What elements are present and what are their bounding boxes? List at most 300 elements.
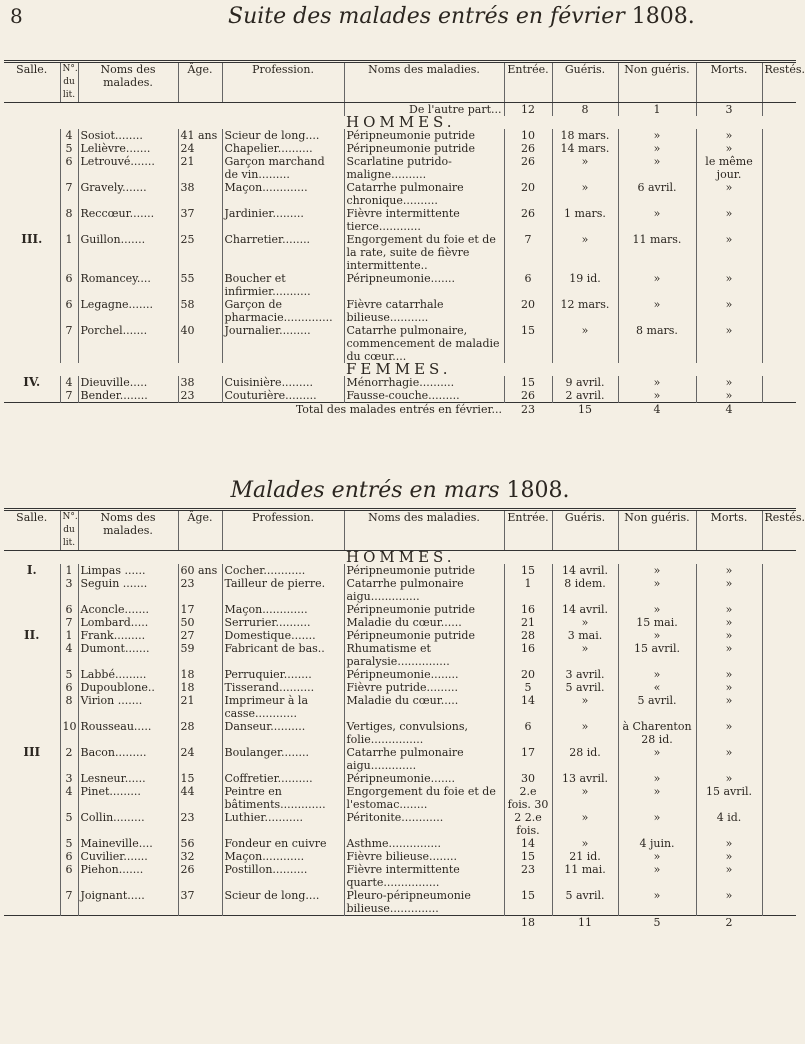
disease-cell: Asthme............... [344,837,504,850]
entry-cell: 26 [504,207,552,233]
group-heading-men-label: HOMMES. [346,113,456,131]
profession-cell: Coffretier.......... [222,772,344,785]
deaths-cell: » [696,233,762,272]
profession-cell: Garçon de pharmacie.............. [222,298,344,324]
salle-cell [4,324,60,363]
remaining-cell [762,233,796,272]
cured-cell: » [552,324,618,363]
disease-cell: Fièvre putride......... [344,681,504,694]
age-cell: 23 [178,577,222,603]
carry-not-cured: 1 [618,103,696,117]
entry-cell: 2.e fois. 30 [504,785,552,811]
lit-cell: 6 [60,272,78,298]
not-cured-cell: » [618,155,696,181]
age-cell: 38 [178,181,222,207]
not-cured-cell: » [618,272,696,298]
salle-cell [4,720,60,746]
salle-cell: II. [24,628,40,642]
not-cured-cell: » [618,564,696,577]
deaths-cell: » [696,850,762,863]
carry-entry: 12 [504,103,552,117]
col-non-gueris: Non guéris. [618,510,696,551]
name-cell: Sosiot........ [78,129,178,142]
cured-cell: 5 avril. [552,889,618,916]
remaining-cell [762,850,796,863]
not-cured-cell: » [618,129,696,142]
entry-cell: 15 [504,376,552,389]
disease-cell: Vertiges, convulsions, folie............... [344,720,504,746]
salle-cell [4,603,60,616]
cured-cell: 2 avril. [552,389,618,403]
salle-cell [4,129,60,142]
not-cured-cell: 15 avril. [618,642,696,668]
remaining-cell [762,616,796,629]
total-deaths: 2 [696,916,762,930]
not-cured-cell: » [618,668,696,681]
deaths-cell: 4 id. [696,811,762,837]
age-cell: 60 ans [178,564,222,577]
name-cell: Frank......... [78,629,178,642]
lit-cell: 5 [60,668,78,681]
salle-cell [4,642,60,668]
profession-cell: Postillon.......... [222,863,344,889]
age-cell: 37 [178,207,222,233]
deaths-cell: 15 avril. [696,785,762,811]
entry-cell: 20 [504,181,552,207]
salle-cell [4,389,60,403]
table-row [4,376,796,389]
lit-cell: 4 [60,376,78,389]
table-row [4,142,796,155]
disease-cell: Scarlatine putrido-maligne.......... [344,155,504,181]
age-cell: 32 [178,850,222,863]
salle-cell [4,668,60,681]
disease-cell: Pleuro-péripneumonie bilieuse.............. [344,889,504,916]
deaths-cell: le même jour. [696,155,762,181]
salle-cell [4,155,60,181]
age-cell: 50 [178,616,222,629]
deaths-cell: » [696,207,762,233]
not-cured-cell: » [618,863,696,889]
remaining-cell [762,577,796,603]
lit-cell: 4 [60,785,78,811]
table-row [4,233,796,272]
table-row [4,324,796,363]
age-cell: 15 [178,772,222,785]
cured-cell: » [552,720,618,746]
name-cell: Rousseau..... [78,720,178,746]
group-heading-men [4,551,796,565]
lit-cell: 7 [60,181,78,207]
deaths-cell: » [696,142,762,155]
deaths-cell: » [696,181,762,207]
lit-cell: 7 [60,324,78,363]
remaining-cell [762,772,796,785]
profession-cell: Jardinier......... [222,207,344,233]
not-cured-cell: à Charenton 28 id. [618,720,696,746]
profession-cell: Scieur de long.... [222,129,344,142]
age-cell: 18 [178,668,222,681]
col-salle: Salle. [4,62,60,103]
col-lit: N°. du lit. [60,510,78,551]
col-restes: Restés. [762,510,796,551]
cured-cell: 19 id. [552,272,618,298]
table-header-row [4,510,796,551]
deaths-cell: » [696,564,762,577]
disease-cell: Péripneumonie....... [344,272,504,298]
carry-label: De l'autre part... [344,103,504,117]
total-cured: 15 [552,403,618,417]
salle-cell [4,577,60,603]
not-cured-cell: » [618,142,696,155]
profession-cell: Fondeur en cuivre [222,837,344,850]
cured-cell: 3 mai. [552,629,618,642]
table-row [4,272,796,298]
profession-cell: Peintre en bâtiments............. [222,785,344,811]
table-row [4,155,796,181]
disease-cell: Ménorrhagie.......... [344,376,504,389]
remaining-cell [762,129,796,142]
not-cured-cell: » [618,389,696,403]
table-row [4,811,796,837]
name-cell: Reccœur....... [78,207,178,233]
table-row [4,694,796,720]
disease-cell: Maladie du cœur..... [344,694,504,720]
table-row [4,837,796,850]
march-register-table [4,508,805,929]
name-cell: Dumont....... [78,642,178,668]
total-label: Total des malades entrés en février... [4,403,504,417]
remaining-cell [762,889,796,916]
disease-cell: Péripneumonie putride [344,629,504,642]
lit-cell: 6 [60,298,78,324]
profession-cell: Luthier........... [222,811,344,837]
name-cell: Porchel....... [78,324,178,363]
disease-cell: Rhumatisme et paralysie............... [344,642,504,668]
name-cell: Romancey.... [78,272,178,298]
remaining-cell [762,155,796,181]
age-cell: 28 [178,720,222,746]
total-row [4,916,796,930]
remaining-cell [762,668,796,681]
deaths-cell: » [696,376,762,389]
cured-cell: 8 idem. [552,577,618,603]
disease-cell: Fièvre intermittente quarte................ [344,863,504,889]
deaths-cell: » [696,681,762,694]
table-row [4,681,796,694]
remaining-cell [762,785,796,811]
cured-cell: 5 avril. [552,681,618,694]
disease-cell: Fièvre bilieuse........ [344,850,504,863]
col-entree: Entrée. [504,510,552,551]
not-cured-cell: » [618,772,696,785]
entry-cell: 28 [504,629,552,642]
deaths-cell: » [696,720,762,746]
age-cell: 44 [178,785,222,811]
profession-cell: Chapelier.......... [222,142,344,155]
col-morts: Morts. [696,62,762,103]
profession-cell: Journalier......... [222,324,344,363]
salle-cell [4,272,60,298]
lit-cell: 4 [60,642,78,668]
table-row [4,298,796,324]
lit-cell: 1 [60,233,78,272]
not-cured-cell: 15 mai. [618,616,696,629]
table-row [4,746,796,772]
remaining-cell [762,207,796,233]
deaths-cell: » [696,837,762,850]
profession-cell: Danseur.......... [222,720,344,746]
disease-cell: Fièvre catarrhale bilieuse........... [344,298,504,324]
disease-cell: Péripneumonie putride [344,603,504,616]
carry-cured: 8 [552,103,618,117]
disease-cell: Catarrhe pulmonaire chronique.......... [344,181,504,207]
salle-cell [4,889,60,916]
profession-cell: Garçon marchand de vin......... [222,155,344,181]
lit-cell: 2 [60,746,78,772]
entry-cell: 16 [504,642,552,668]
name-cell: Seguin ....... [78,577,178,603]
total-label [4,916,504,930]
not-cured-cell: » [618,889,696,916]
name-cell: Dupoublone.. [78,681,178,694]
profession-cell: Charretier........ [222,233,344,272]
lit-cell: 8 [60,207,78,233]
profession-cell: Couturière......... [222,389,344,403]
profession-cell: Boulanger........ [222,746,344,772]
profession-cell: Tailleur de pierre. [222,577,344,603]
table-row [4,207,796,233]
remaining-cell [762,837,796,850]
col-restes: Restés. [762,62,796,103]
profession-cell: Maçon............. [222,603,344,616]
lit-cell: 6 [60,681,78,694]
cured-cell: 12 mars. [552,298,618,324]
entry-cell: 14 [504,694,552,720]
lit-cell: 6 [60,863,78,889]
remaining-cell [762,811,796,837]
disease-cell: Catarrhe pulmonaire, commencement de maladie du cœur.... [344,324,504,363]
running-title [228,4,695,29]
group-heading-women-label: FEMMES. [346,360,452,378]
lit-cell: 6 [60,155,78,181]
col-entree: Entrée. [504,62,552,103]
disease-cell: Péritonite............ [344,811,504,837]
cured-cell: 14 mars. [552,142,618,155]
total-cured: 11 [552,916,618,930]
salle-cell [4,772,60,785]
entry-cell: 17 [504,746,552,772]
remaining-cell [762,324,796,363]
table-row [4,577,796,603]
disease-cell: Péripneumonie....... [344,772,504,785]
profession-cell: Tisserand.......... [222,681,344,694]
name-cell: Joignant..... [78,889,178,916]
disease-cell: Fièvre intermittente tierce............ [344,207,504,233]
table-row [4,603,796,616]
cured-cell: » [552,811,618,837]
table-row [4,181,796,207]
profession-cell: Serrurier.......... [222,616,344,629]
disease-cell: Engorgement du foie et de la rate, suite de fièvre intermittente.. [344,233,504,272]
age-cell: 38 [178,376,222,389]
cured-cell: 11 mai. [552,863,618,889]
age-cell: 21 [178,155,222,181]
entry-cell: 5 [504,681,552,694]
total-entry: 18 [504,916,552,930]
table-header-row [4,62,796,103]
entry-cell: 20 [504,668,552,681]
salle-cell [4,181,60,207]
salle-cell [4,811,60,837]
profession-cell: Scieur de long.... [222,889,344,916]
salle-cell: IV. [23,375,41,389]
remaining-cell [762,863,796,889]
not-cured-cell: « [618,681,696,694]
name-cell: Bacon......... [78,746,178,772]
not-cured-cell: 4 juin. [618,837,696,850]
not-cured-cell: » [618,298,696,324]
deaths-cell: » [696,694,762,720]
deaths-cell: » [696,272,762,298]
remaining-cell [762,376,796,389]
running-title-year: 1808. [631,4,695,29]
not-cured-cell: 8 mars. [618,324,696,363]
not-cured-cell: » [618,746,696,772]
profession-cell: Imprimeur à la casse............ [222,694,344,720]
profession-cell: Fabricant de bas.. [222,642,344,668]
profession-cell: Maçon............. [222,181,344,207]
lit-cell: 3 [60,772,78,785]
salle-cell [4,142,60,155]
deaths-cell: » [696,863,762,889]
lit-cell: 1 [60,629,78,642]
disease-cell: Péripneumonie putride [344,564,504,577]
salle-cell [4,694,60,720]
col-profession: Profession. [222,62,344,103]
march-title-year: 1808. [506,478,570,503]
cured-cell: » [552,233,618,272]
table-row [4,629,796,642]
profession-cell: Maçon............ [222,850,344,863]
age-cell: 27 [178,629,222,642]
lit-cell: 5 [60,837,78,850]
entry-cell: 7 [504,233,552,272]
total-not-cured: 5 [618,916,696,930]
remaining-cell [762,272,796,298]
salle-cell [4,850,60,863]
entry-cell: 23 [504,863,552,889]
february-register-table [4,60,805,416]
name-cell: Aconcle....... [78,603,178,616]
name-cell: Maineville.... [78,837,178,850]
cured-cell: » [552,181,618,207]
remaining-cell [762,603,796,616]
group-heading-men [4,116,796,129]
age-cell: 56 [178,837,222,850]
deaths-cell: » [696,746,762,772]
cured-cell: 18 mars. [552,129,618,142]
deaths-cell: » [696,577,762,603]
disease-cell: Catarrhe pulmonaire aigu............. [344,746,504,772]
lit-cell: 6 [60,603,78,616]
lit-cell: 7 [60,616,78,629]
salle-cell [4,863,60,889]
name-cell: Collin......... [78,811,178,837]
deaths-cell: » [696,324,762,363]
deaths-cell: » [696,616,762,629]
remaining-cell [762,629,796,642]
name-cell: Bender........ [78,389,178,403]
march-title-text: Malades entrés en mars [230,478,507,503]
lit-cell: 7 [60,389,78,403]
cured-cell: 28 id. [552,746,618,772]
name-cell: Dieuville..... [78,376,178,389]
age-cell: 58 [178,298,222,324]
deaths-cell: » [696,129,762,142]
disease-cell: Engorgement du foie et de l'estomac........ [344,785,504,811]
remaining-cell [762,298,796,324]
remaining-cell [762,720,796,746]
table-row [4,850,796,863]
not-cured-cell: » [618,850,696,863]
cured-cell: 3 avril. [552,668,618,681]
disease-cell: Péripneumonie........ [344,668,504,681]
table-row [4,389,796,403]
lit-cell: 7 [60,889,78,916]
name-cell: Pinet......... [78,785,178,811]
age-cell: 59 [178,642,222,668]
lit-cell: 1 [60,564,78,577]
lit-cell: 10 [60,720,78,746]
cured-cell: 21 id. [552,850,618,863]
remaining-cell [762,642,796,668]
disease-cell: Fausse-couche......... [344,389,504,403]
remaining-cell [762,681,796,694]
age-cell: 41 ans [178,129,222,142]
salle-cell [4,207,60,233]
running-title-text: Suite des malades entrés en février [228,4,632,29]
profession-cell: Cocher............ [222,564,344,577]
not-cured-cell: » [618,376,696,389]
salle-cell: III [23,745,41,759]
age-cell: 23 [178,811,222,837]
disease-cell: Maladie du cœur...... [344,616,504,629]
col-gueris: Guéris. [552,62,618,103]
salle-cell: III. [21,232,43,246]
entry-cell: 10 [504,129,552,142]
deaths-cell: » [696,389,762,403]
not-cured-cell: 11 mars. [618,233,696,272]
name-cell: Limpas ...... [78,564,178,577]
cured-cell: » [552,785,618,811]
entry-cell: 16 [504,603,552,616]
entry-cell: 26 [504,155,552,181]
remaining-cell [762,564,796,577]
deaths-cell: » [696,772,762,785]
cured-cell: 14 avril. [552,603,618,616]
age-cell: 26 [178,863,222,889]
col-profession: Profession. [222,510,344,551]
col-age: Âge. [178,510,222,551]
entry-cell: 1 [504,577,552,603]
name-cell: Letrouvé....... [78,155,178,181]
table-row [4,616,796,629]
name-cell: Piehon....... [78,863,178,889]
age-cell: 40 [178,324,222,363]
cured-cell: » [552,837,618,850]
not-cured-cell: » [618,207,696,233]
